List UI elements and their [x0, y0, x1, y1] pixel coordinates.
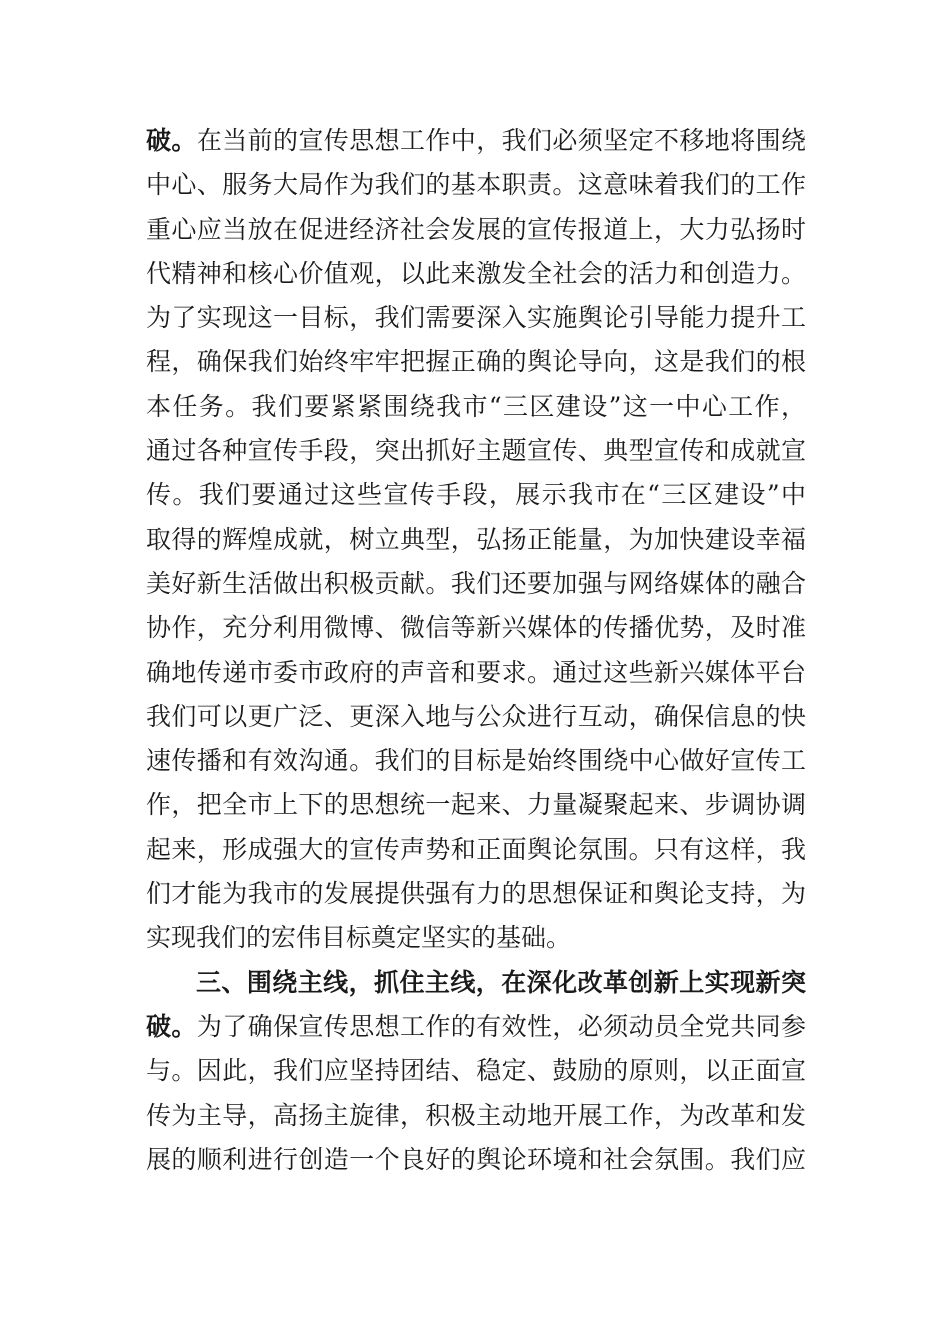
text-line: 与。因此，我们应坚持团结、稳定、鼓励的原则，以正面宣: [146, 1056, 806, 1086]
text-line: 代精神和核心价值观，以此来激发全社会的活力和创造力。: [146, 258, 806, 288]
section-heading-end: 破。: [146, 126, 197, 155]
text-line: 确地传递市委市政府的声音和要求。通过这些新兴媒体平台: [146, 657, 806, 687]
text-line: 作，把全市上下的思想统一起来、力量凝聚起来、步调协调: [146, 790, 806, 820]
paragraph-1-last-line: 实现我们的宏伟目标奠定坚实的基础。: [146, 923, 572, 953]
text-line: 通过各种宣传手段，突出抓好主题宣传、典型宣传和成就宣: [146, 436, 806, 466]
text-line: 重心应当放在促进经济社会发展的宣传报道上，大力弘扬时: [146, 214, 806, 244]
section-heading: 三、围绕主线，抓住主线，在深化改革创新上实现新突: [196, 967, 806, 997]
text-line: 为了实现这一目标，我们需要深入实施舆论引导能力提升工: [146, 303, 806, 333]
text-span: 在当前的宣传思想工作中，我们必须坚定不移地将围绕: [196, 126, 806, 155]
text-line: 速传播和有效沟通。我们的目标是始终围绕中心做好宣传工: [146, 746, 806, 776]
text-line: 程，确保我们始终牢牢把握正确的舆论导向，这是我们的根: [146, 347, 806, 377]
text-line: 传。我们要通过这些宣传手段，展示我市在“三区建设”中: [146, 480, 806, 510]
text-line: 起来，形成强大的宣传声势和正面舆论氛围。只有这样，我: [146, 834, 806, 864]
paragraph-1-line-1: [146, 119, 806, 163]
text-line: 们才能为我市的发展提供强有力的思想保证和舆论支持，为: [146, 879, 806, 909]
text-line: 展的顺利进行创造一个良好的舆论环境和社会氛围。我们应: [146, 1144, 806, 1174]
text-line: 协作，充分利用微博、微信等新兴媒体的传播优势，及时准: [146, 613, 806, 643]
text-span: 为了确保宣传思想工作的有效性，必须动员全党共同参: [196, 1011, 806, 1041]
section-heading-end: 破。: [146, 1011, 197, 1041]
text-line: 取得的辉煌成就，树立典型，弘扬正能量，为加快建设幸福: [146, 524, 806, 554]
text-line: 传为主导，高扬主旋律，积极主动地开展工作，为改革和发: [146, 1100, 806, 1130]
text-line: 我们可以更广泛、更深入地与公众进行互动，确保信息的快: [146, 701, 806, 731]
body-text: [146, 119, 806, 1182]
text-line: 美好新生活做出积极贡献。我们还要加强与网络媒体的融合: [146, 568, 806, 598]
paragraph-2-line-2: [146, 1005, 806, 1049]
text-line: 本任务。我们要紧紧围绕我市“三区建设”这一中心工作，: [146, 391, 806, 421]
text-line: 中心、服务大局作为我们的基本职责。这意味着我们的工作: [146, 170, 806, 200]
